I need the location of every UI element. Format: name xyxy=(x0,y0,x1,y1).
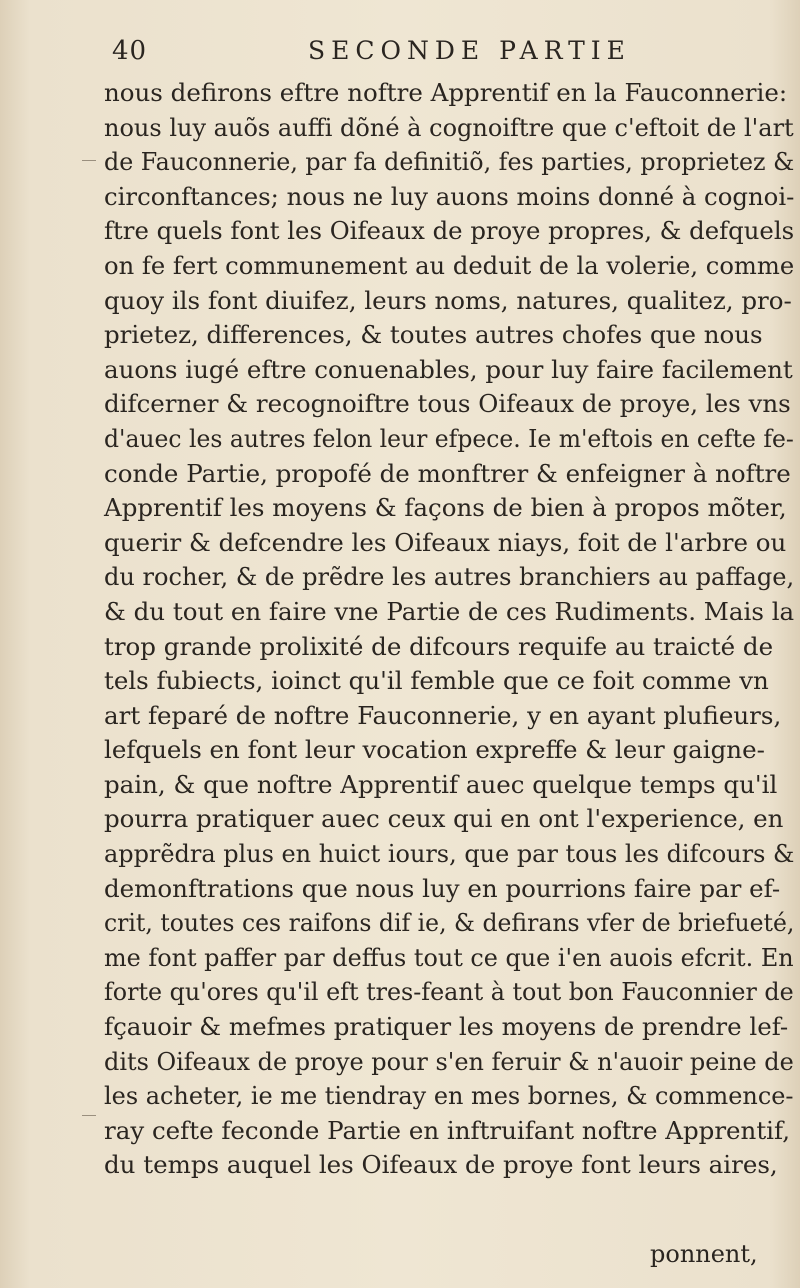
text-line: on fe fert communement au deduit de la volerie, comme xyxy=(104,250,795,280)
text-line: ftre quels font les Oifeaux de proye propres, & defquels xyxy=(104,216,795,246)
body-text xyxy=(104,76,794,1183)
text-line: nous luy auõs auffi dõné à cognoiftre que c'eftoit de l'art xyxy=(104,112,794,142)
text-line: d'auec les autres felon leur efpece. Ie m'eftois en cefte fe- xyxy=(104,423,794,453)
text-line: du rocher, & de prẽdre les autres branchiers au paffage, xyxy=(104,562,795,592)
text-line: Apprentif les moyens & façons de bien à propos mõter, xyxy=(104,493,787,523)
text-line: du temps auquel les Oifeaux de proye font leurs aires, xyxy=(104,1150,778,1180)
text-line: pain, & que noftre Apprentif auec quelque temps qu'il xyxy=(104,769,778,799)
text-line: apprẽdra plus en huict iours, que par tous les difcours & xyxy=(104,839,795,869)
text-line: querir & defcendre les Oifeaux niays, foit de l'arbre ou xyxy=(104,527,787,557)
text-line: ray cefte feconde Partie en inftruifant noftre Apprentif, xyxy=(104,1115,790,1145)
text-line: circonftances; nous ne luy auons moins donné à cognoi- xyxy=(104,181,795,211)
text-line: difcerner & recognoiftre tous Oifeaux de proye, les vns xyxy=(104,389,791,419)
text-line: fçauoir & mefmes pratiquer les moyens de prendre lef- xyxy=(104,1012,789,1042)
text-line: de Fauconnerie, par fa definitiõ, fes parties, proprietez & xyxy=(104,147,795,177)
text-line: art feparé de noftre Fauconnerie, y en ayant plufieurs, xyxy=(104,700,782,730)
text-line: tels fubiects, ioinct qu'il femble que ce foit comme vn xyxy=(104,666,769,696)
text-line: demonftrations que nous luy en pourrions faire par ef- xyxy=(104,873,781,903)
text-line: trop grande prolixité de difcours requife au traicté de xyxy=(104,631,774,661)
catchword: ponnent, xyxy=(650,1240,758,1268)
text-line: lefquels en font leur vocation expreffe & leur gaigne- xyxy=(104,735,765,765)
text-line: forte qu'ores qu'il eft tres-feant à tout bon Fauconnier de xyxy=(104,977,794,1007)
text-line: quoy ils font diuifez, leurs noms, natures, qualitez, pro- xyxy=(104,285,792,315)
page-number: 40 xyxy=(112,36,148,66)
text-line: crit, toutes ces raifons dif ie, & defirans vfer de briefueté, xyxy=(104,908,795,938)
margin-mark xyxy=(82,1115,96,1116)
text-line: dits Oifeaux de proye pour s'en feruir & n'auoir peine de xyxy=(104,1046,794,1076)
text-line: auons iugé eftre conuenables, pour luy faire facilement xyxy=(104,354,793,384)
text-line: & du tout en faire vne Partie de ces Rudiments. Mais la xyxy=(104,596,795,626)
margin-mark xyxy=(82,160,96,161)
text-line: nous defirons eftre noftre Apprentif en la Fauconnerie: xyxy=(104,78,788,107)
text-line: pourra pratiquer auec ceux qui en ont l'experience, en xyxy=(104,804,784,834)
running-head: SECONDE PARTIE xyxy=(308,36,631,65)
text-line: prietez, differences, & toutes autres chofes que nous xyxy=(104,320,763,350)
text-line: les acheter, ie me tiendray en mes bornes, & commence- xyxy=(104,1081,794,1111)
page-header xyxy=(112,28,782,72)
text-line: me font paffer par deffus tout ce que i'en auois efcrit. En xyxy=(104,942,794,972)
text-line: conde Partie, propofé de monftrer & enfeigner à noftre xyxy=(104,458,791,488)
